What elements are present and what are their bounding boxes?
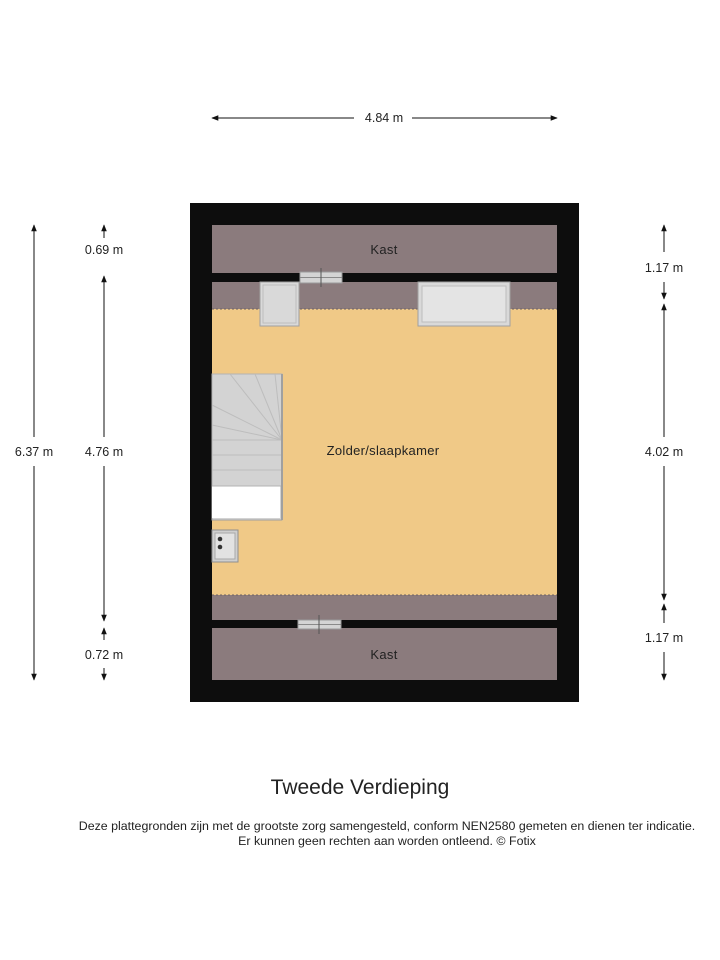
- dimension-left-middle-label: 4.76 m: [84, 445, 124, 459]
- dimension-overall-depth-label: 6.37 m: [14, 445, 54, 459]
- roof-window-large: [418, 282, 510, 326]
- dimension-right-top-label: 1.17 m: [644, 261, 684, 275]
- dimension-overall-width-label: 4.84 m: [364, 111, 404, 125]
- roof-window-small: [260, 282, 299, 326]
- disclaimer-line-2: Er kunnen geen rechten aan worden ontleend. © Fotix: [238, 834, 536, 848]
- wall-fixture: [212, 530, 238, 562]
- top-closet-label: Kast: [370, 242, 398, 257]
- disclaimer: [20, 819, 720, 849]
- floor-title: Tweede Verdieping: [270, 776, 450, 799]
- disclaimer-line-1: Deze plattegronden zijn met de grootste zorg samengesteld, conform NEN2580 gemeten en dienen ter indicatie.: [78, 819, 696, 833]
- dimension-right-middle-label: 4.02 m: [644, 445, 684, 459]
- staircase: [212, 374, 282, 520]
- dimension-right-bottom-label: 1.17 m: [644, 631, 684, 645]
- dimension-left-bottom-label: 0.72 m: [84, 648, 124, 662]
- main-room-label: Zolder/slaapkamer: [326, 443, 440, 458]
- bottom-closet-label: Kast: [370, 647, 398, 662]
- dimension-left-top-label: 0.69 m: [84, 243, 124, 257]
